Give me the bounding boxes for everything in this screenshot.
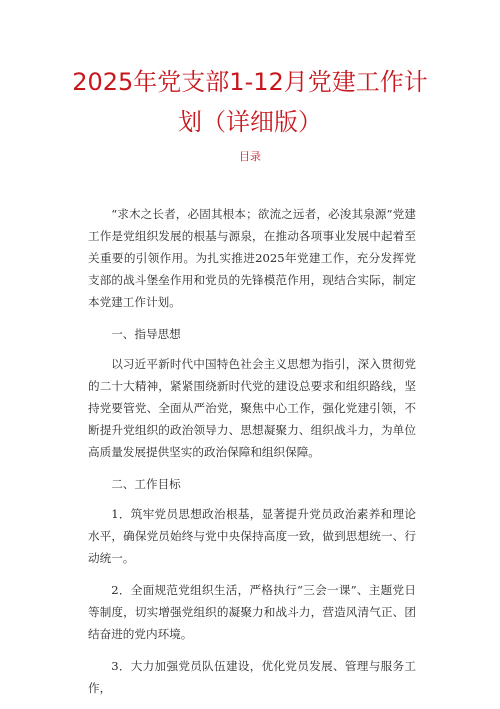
goal-item-1: 1．筑牢党员思想政治根基，显著提升党员政治素养和理论水平，确保党员始终与党中央保持高度一致，做到思想统一、行动统一。 [88, 507, 416, 565]
document-body [88, 203, 416, 709]
title-line-1: 2025年党支部1-12月党建工作计 [72, 68, 428, 96]
intro-paragraph: “求木之长者，必固其根本；欲流之远者，必浚其泉源”党建工作是党组织发展的根基与源泉，在推动各项事业发展中起着至关重要的引领作用。为扎实推进2025年党建工作，充分发挥党支部的战斗堡垒作用和党员的先锋模范作用，现结合实际，制定本党建工作计划。 [88, 207, 416, 309]
toc-link[interactable]: 目录 [239, 150, 261, 163]
goal-item-3: 3．大力加强党员队伍建设，优化党员发展、管理与服务工作， [88, 659, 416, 695]
goal-item-2: 2．全面规范党组织生活，严格执行“三会一课”、主题党日等制度，切实增强党组织的凝聚力和战斗力，营造风清气正、团结奋进的党内环境。 [88, 583, 416, 641]
section-heading-work-goals: 二、工作目标 [111, 477, 181, 491]
guiding-ideology-paragraph: 以习近平新时代中国特色社会主义思想为指引，深入贯彻党的二十大精神，紧紧围绕新时代党的建设总要求和组织路线，坚持党要管党、全面从严治党，聚焦中心工作，强化党建引领，不断提升党组织的政治领导力、思想凝聚力、组织战斗力，为单位高质量发展提供坚实的政治保障和组织保障。 [88, 357, 416, 459]
title-line-2: 划（详细版） [178, 108, 322, 136]
document-title [60, 62, 440, 142]
section-heading-guiding-ideology: 一、指导思想 [111, 327, 181, 341]
